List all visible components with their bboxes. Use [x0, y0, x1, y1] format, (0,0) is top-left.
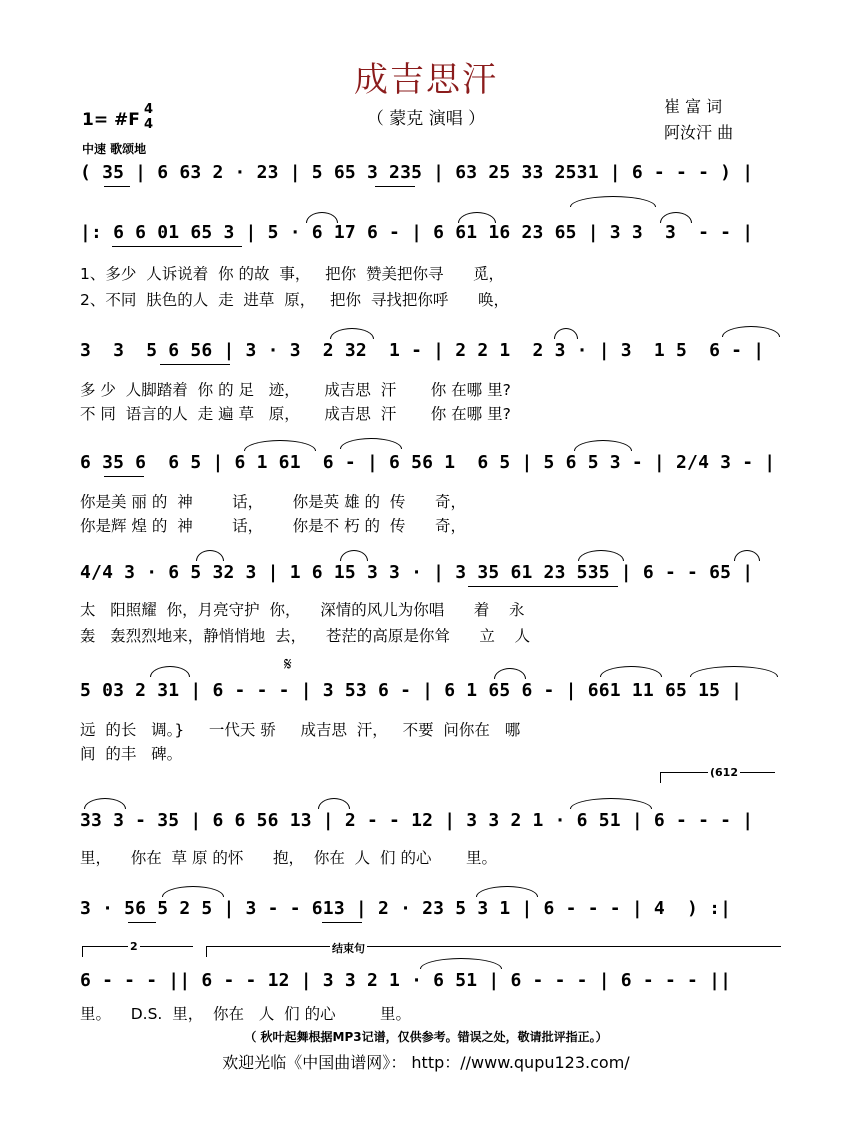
- lyricist-credit: 崔 富 词: [664, 97, 723, 116]
- slur: [476, 886, 538, 897]
- notation-row-7: 33 3 - 35 | 6 6 56 13 | 2 - - 12 | 3 3 2 1 · 6 51 | 6 - - - |: [80, 810, 754, 831]
- lyric-row-4-verse-2: 你是辉 煌 的 神 话， 你是不 朽 的 传 奇，: [80, 517, 466, 535]
- ending-label: 结束句: [332, 942, 365, 955]
- underline: [160, 364, 230, 365]
- slur: [554, 328, 578, 339]
- slur: [734, 550, 760, 561]
- welcome-url[interactable]: ： http：//www.qupu123.com/: [390, 1053, 630, 1072]
- slur: [722, 326, 780, 337]
- slur: [574, 440, 632, 451]
- notation-row-5: 4/4 3 · 6 5 32 3 | 1 6 15 3 3 · | 3 35 61 23 535 | 6 - - 65 |: [80, 562, 754, 583]
- lyric-row-5-verse-1: 太 阳照耀 你，月亮守护 你， 深情的风儿为你唱 着 永: [80, 601, 525, 619]
- slur: [340, 438, 402, 449]
- slur: [150, 666, 190, 677]
- underline: [104, 476, 144, 477]
- notation-row-2: |: 6 6 01 65 3 | 5 · 6 17 6 - | 6 61 16 23 65 | 3 3 3 - - |: [80, 222, 754, 243]
- lyric-row-4-verse-1: 你是美 丽 的 神 话， 你是英 雄 的 传 奇，: [80, 493, 466, 511]
- segno-icon: 𝄋: [284, 654, 292, 675]
- tempo-marking: 中速 歌颂地: [82, 142, 147, 156]
- notation-row-6: 5 03 2 31 | 6 - - - | 3 53 6 - | 6 1 65 6 - | 661 11 65 15 |: [80, 680, 743, 701]
- underline: [112, 246, 242, 247]
- slur: [600, 666, 662, 677]
- site-welcome: [0, 1050, 852, 1073]
- lyric-row-6-verse-1: 远 的长 调。} 一代天 骄 成吉思 汗， 不要 问你在 哪: [80, 721, 521, 739]
- slur: [244, 440, 316, 451]
- underline: [375, 186, 415, 187]
- bracket-label: (612: [710, 766, 738, 779]
- slur: [690, 666, 778, 677]
- transcriber-note: （ 秋叶起舞根据MP3记谱，仅供参考。错误之处，敬请批评指正。）: [244, 1030, 608, 1044]
- lyric-row-3-verse-2: 不 同 语言的人 走 遍 草 原， 成吉思 汗 你 在哪 里?: [80, 405, 511, 423]
- slur: [420, 958, 502, 969]
- notation-row-9: 6 - - - || 6 - - 12 | 3 3 2 1 · 6 51 | 6 - - - | 6 - - - ||: [80, 970, 732, 991]
- slur: [494, 668, 526, 679]
- slur: [196, 550, 224, 561]
- lyric-row-7-verse-1: 里， 你在 草 原 的怀 抱， 你在 人 们 的心 里。: [80, 849, 497, 867]
- ending-bracket: [206, 946, 781, 957]
- underline: [322, 922, 362, 923]
- underline: [104, 186, 130, 187]
- lyric-row-6-verse-2: 间 的丰 碑。: [80, 745, 183, 763]
- time-signature: [144, 102, 153, 132]
- slur: [306, 212, 338, 223]
- key-signature: 1= #F: [82, 110, 140, 130]
- notation-row-4: 6 35 6 6 5 | 6 1 61 6 - | 6 56 1 6 5 | 5 6 5 3 - | 2/4 3 - |: [80, 452, 776, 473]
- slur: [318, 798, 350, 809]
- performer: （ 蒙克 演唱 ）: [366, 109, 486, 129]
- lyric-row-9-verse-1: 里。 D.S. 里， 你在 人 们 的心 里。: [80, 1005, 411, 1023]
- slur: [84, 798, 126, 809]
- notation-row-1: ( 35 | 6 63 2 · 23 | 5 65 3 235 | 63 25 33 2531 | 6 - - - ) |: [80, 162, 754, 183]
- volta-label-2: 2: [130, 940, 138, 953]
- lyric-row-3-verse-1: 多 少 人脚踏着 你 的 足 迹， 成吉思 汗 你 在哪 里?: [80, 381, 511, 399]
- notation-row-3: 3 3 5 6 56 | 3 · 3 2 32 1 - | 2 2 1 2 3 · | 3 1 5 6 - |: [80, 340, 765, 361]
- slur: [660, 212, 692, 223]
- lyric-row-2-verse-1: 1、多少 人诉说着 你 的故 事， 把你 赞美把你寻 觅，: [80, 265, 505, 283]
- lyric-row-2-verse-2: 2、不同 肤色的人 走 进草 原， 把你 寻找把你呼 唤，: [80, 291, 509, 309]
- song-title: 成吉思汗: [354, 60, 498, 100]
- slur: [330, 328, 374, 339]
- notation-row-8: 3 · 56 5 2 5 | 3 - - 613 | 2 · 23 5 3 1 | 6 - - - | 4 ) :|: [80, 898, 732, 919]
- slur: [570, 196, 656, 207]
- welcome-text: 欢迎光临《中国曲谱网》: [222, 1053, 391, 1072]
- slur: [162, 886, 224, 897]
- time-top: 4: [144, 102, 154, 117]
- slur: [578, 550, 624, 561]
- slur: [340, 550, 368, 561]
- time-bottom: 4: [144, 117, 154, 132]
- lyric-row-5-verse-2: 轰 轰烈烈地来，静悄悄地 去， 苍茫的高原是你耸 立 人: [80, 627, 531, 645]
- composer-credit: 阿汝汗 曲: [664, 123, 734, 142]
- slur: [458, 212, 496, 223]
- underline: [128, 922, 156, 923]
- underline: [468, 586, 618, 587]
- slur: [570, 798, 652, 809]
